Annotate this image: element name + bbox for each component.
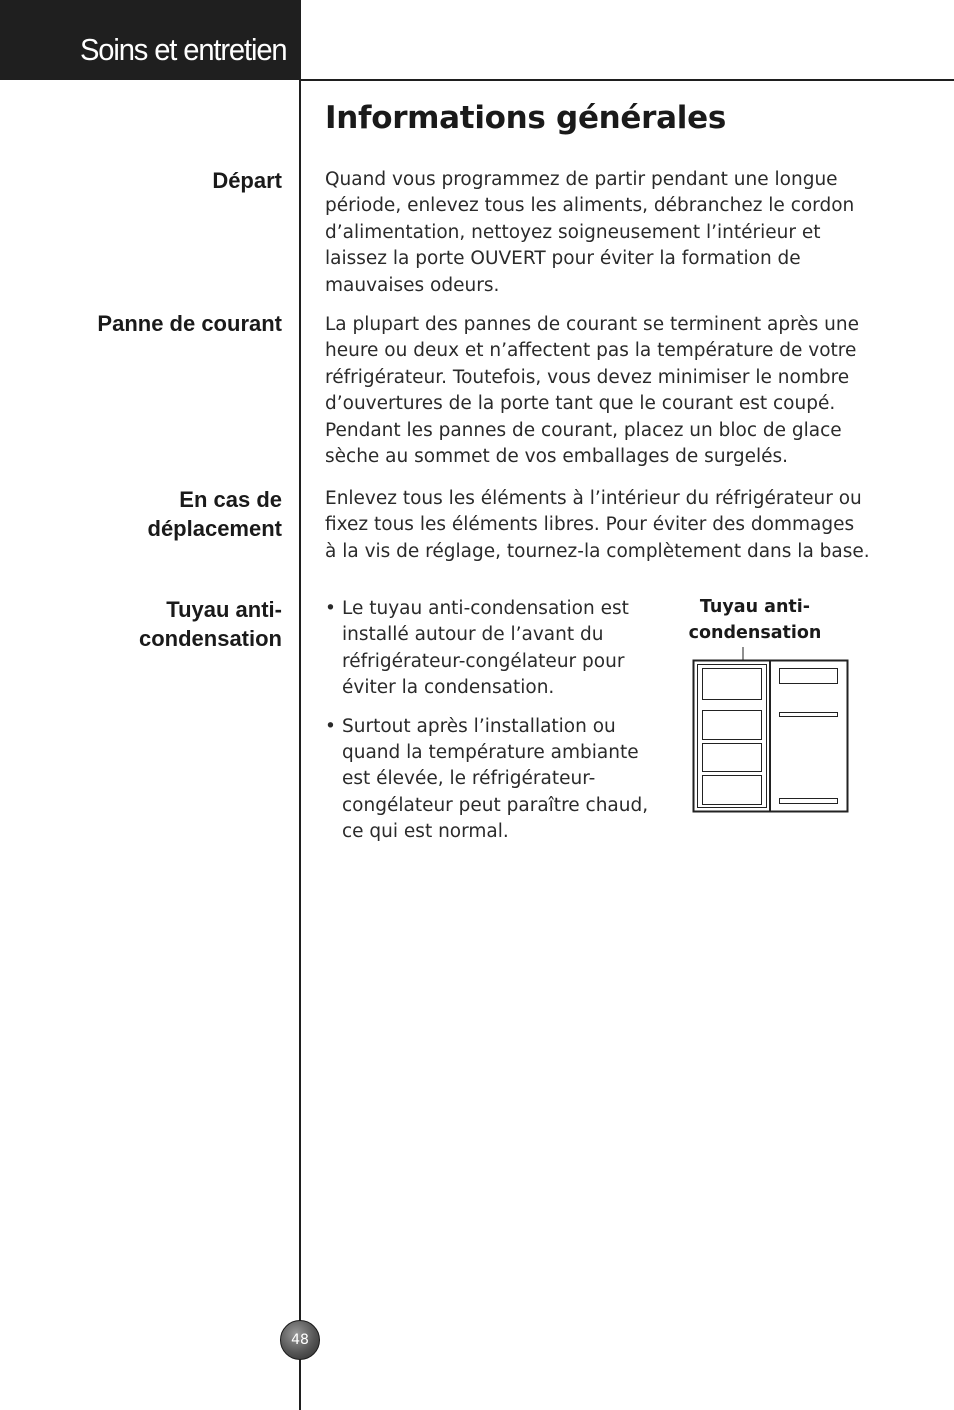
label-depart: Départ	[212, 168, 282, 193]
text-panne-de-courant: La plupart des pannes de courant se terminent après une heure ou deux et n’affectent pas la température de votre réfrigérateur. Toutefois, vous devez minimiser le nombre d’ouvertures de la porte tant que le courant est coupé. Pendant les pannes de courant, placez un bloc de glace sèche au sommet de vos emballages de surgelés.	[325, 314, 860, 468]
label-tuyau-line2: condensation	[138, 626, 282, 651]
label-tuyau-line1: Tuyau anti-	[166, 597, 282, 622]
header-section-box	[0, 0, 301, 80]
bullet-text: Le tuyau anti-condensation est installé autour de l’avant du réfrigérateur-congélateur pour éviter la condensation.	[342, 598, 629, 699]
list-item	[325, 596, 655, 702]
header-rule	[301, 79, 954, 81]
diagram-caption-line1: Tuyau anti-	[699, 597, 811, 617]
diagram-caption	[670, 594, 840, 646]
page-title: Informations générales	[325, 100, 726, 136]
fridge-diagram	[690, 645, 852, 817]
section-title: Soins et entretien	[80, 32, 287, 67]
label-panne-de-courant: Panne de courant	[97, 311, 282, 336]
vertical-divider	[299, 80, 301, 1410]
label-deplacement-line1: En cas de	[179, 487, 282, 512]
text-deplacement: Enlevez tous les éléments à l’intérieur du réfrigérateur ou fixez tous les éléments libres. Pour éviter des dommages à la vis de réglage, tournez-la complètement dans la base.	[325, 488, 870, 562]
text-depart: Quand vous programmez de partir pendant une longue période, enlevez tous les aliments, débranchez le cordon d’alimentation, nettoyez soigneusement l’intérieur et laissez la porte OUVERT pour éviter la formation de mauvaises odeurs.	[325, 169, 855, 296]
label-tuyau	[139, 595, 282, 653]
label-deplacement-line2: déplacement	[147, 516, 282, 541]
label-deplacement	[148, 485, 283, 543]
list-item	[325, 714, 655, 846]
bullet-text: Surtout après l’installation ou quand la température ambiante est élevée, le réfrigérateur-congélateur peut paraître chaud, ce qui est normal.	[342, 715, 649, 843]
bullet-icon: •	[325, 715, 336, 737]
diagram-caption-line2: condensation	[688, 623, 822, 643]
tuyau-bullet-list	[325, 596, 655, 858]
page-number-badge: 48	[280, 1320, 320, 1360]
bullet-icon: •	[325, 598, 336, 619]
